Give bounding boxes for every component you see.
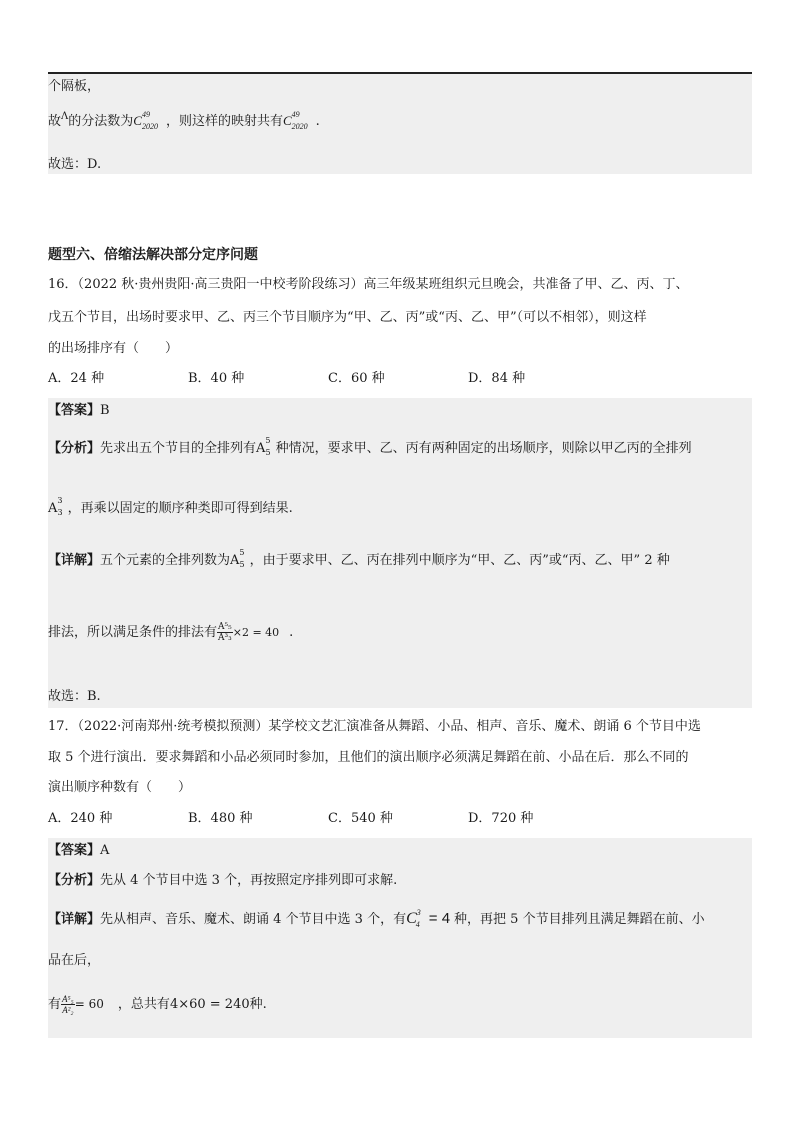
combination-c-2020-49-b: $C^{49}_{2020}$ [282,110,308,131]
q16-stem-line-2: 戊五个节目，出场时要求甲、乙、丙三个节目顺序为“甲、乙、丙”或“丙、乙、甲”（可以不相邻），则这样 [48,310,647,325]
q16-option-a: A．24 种 [48,371,105,386]
q16-option-c: C．60 种 [328,371,385,386]
q16-fraction: $\frac{\text{A⁵₅}}{\text{A³₃}}$ [218,622,232,643]
q16-analysis-line-2: $A^3_3$ ，再乘以固定的顺序种类即可得到结果. [48,496,293,517]
q17-option-d: D．720 种 [468,811,534,826]
lambda-symbol: Λ [61,111,69,122]
q16-choice: 故选：B. [48,689,101,704]
q17-detail-line-1: 【详解】先从相声、音乐、魔术、朗诵 4 个节目中选 3 个，有$C^3_4 = 4$ 种，再把 5 个节目排列且满足舞蹈在前、小 [48,908,705,929]
q16-option-d: D．84 种 [468,371,526,386]
q16-stem-line-1: 16．（2022 秋·贵州贵阳·高三贵阳一中校考阶段练习）高三年级某班组织元旦晚会，共准备了甲、乙、丙、丁、 [48,277,689,292]
q17-stem-line-1: 17．（2022·河南郑州·统考模拟预测）某学校文艺汇演准备从舞蹈、小品、相声、音乐、魔术、朗诵 6 个节目中选 [48,719,701,734]
q17-stem-line-3: 演出顺序种数有（ ） [48,780,192,795]
q17-stem-line-2: 取 5 个进行演出．要求舞蹈和小品必须同时参加，且他们的演出顺序必须满足舞蹈在前、小品在后．那么不同的 [48,750,689,765]
q17-fraction: $\frac{\text{A⁵₅}}{\text{A²₂}}$ [62,994,74,1015]
q16-option-b: B．40 种 [188,371,245,386]
q17-option-c: C．540 种 [328,811,393,826]
perm-a55-detail: $A^5_5$ [230,548,245,569]
q16-analysis-line-1: 【分析】先求出五个节目的全排列有$A^5_5$ 种情况，要求甲、乙、丙有两种固定的出场顺序，则除以甲乙丙的全排列 [48,436,692,457]
prev-solution-line-2: 故$^\Lambda$的分法数为$C^{49}_{2020}$ ，则这样的映射共有$C^{49}_{2020}$ . [48,110,320,131]
perm-a33: $A^3_3$ [48,496,63,517]
q17-analysis: 【分析】先从 4 个节目中选 3 个，再按照定序排列即可求解. [48,873,398,888]
q16-detail-line-2: 排法，所以满足条件的排法有 $\frac{\text{A⁵₅}}{\text{A³₃}}$ ×2 = 40 . [48,622,294,643]
combination-c-2020-49: $C^{49}_{2020}$ [133,110,158,131]
q16-detail-line-1: 【详解】五个元素的全排列数为$A^5_5$ ，由于要求甲、乙、丙在排列中顺序为“甲、乙、丙”或“丙、乙、甲” 2 种 [48,548,670,569]
prev-solution-line-1: 个隔板， [48,79,101,94]
q17-detail-line-3: 有 $\frac{\text{A⁵₅}}{\text{A²₂}}$ = 60 ，总共有4×60 = 240种. [48,994,267,1015]
q17-option-b: B．480 种 [188,811,253,826]
q16-answer: 【答案】B [48,403,110,418]
prev-solution-choice: 故选：D. [48,157,102,172]
q17-answer: 【答案】A [48,843,110,858]
q16-stem-line-3: 的出场排序有（ ） [48,341,179,356]
combination-c43: $C^3_4$ [406,908,421,929]
section-title: 题型六、倍缩法解决部分定序问题 [48,247,258,263]
q17-detail-line-2: 品在后， [48,953,101,968]
perm-a55: $A^5_5$ [256,436,271,457]
q17-option-a: A．240 种 [48,811,113,826]
